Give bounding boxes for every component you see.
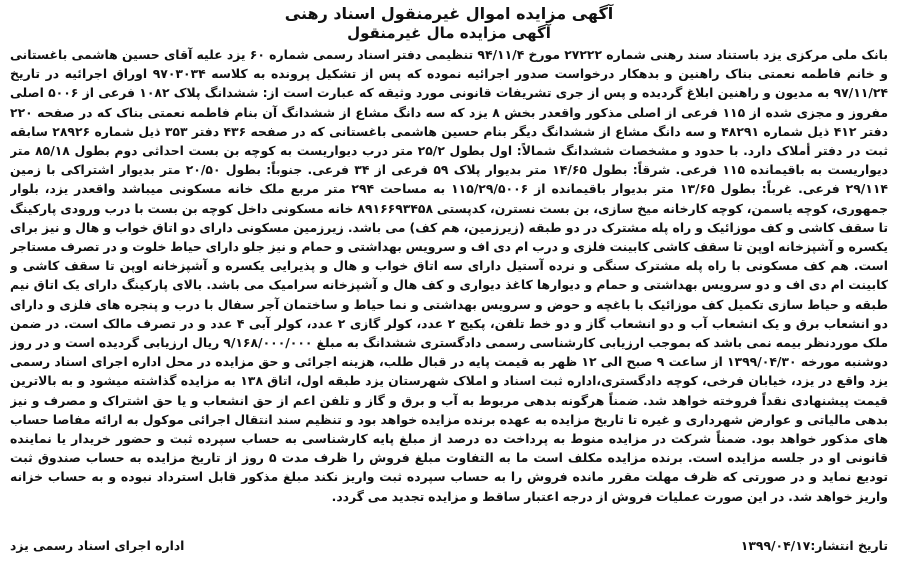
- notice-footer: [10, 537, 888, 555]
- publish-date: تاریخ انتشار:۱۳۹۹/۰۴/۱۷: [740, 538, 888, 553]
- issuer-name: اداره اجرای اسناد رسمی یزد: [10, 538, 185, 553]
- notice-title: آگهی مزایده اموال غیرمنقول اسناد رهنی: [284, 4, 614, 23]
- notice-body: بانک ملی مرکزی یزد باستناد سند رهنی شماره ۲۷۲۲۲ مورخ ۹۴/۱۱/۴ تنظیمی دفتر اسناد رسمی شماره ۶۰ یزد علیه آقای حسین هاشمی باغستانی و خانم فاطمه نعمتی بناک راهنین و بدهکار درخواست صدور اجرائیه نموده که پس از تشکیل پرونده به کلاسه ۹۷۰۳۰۳۴ اوراق اجرائیه در تاریخ ۹۷/۱۱/۲۴ به مدیون و راهنین ابلاغ گردیده و پس از جری تشریفات قانونی مورد وثیقه که عبارت است از: ششدانگ پلاک ۱۰۸۲ فرعی از ۵۰۰۶ اصلی مفروز و مجزی شده از ۱۱۵ فرعی از اصلی مذکور واقعدر بخش ۸ یزد که سه دانگ مشاع از ششدانگ آن بنام فاطمه نعمتی بناک که در صفحه ۲۲۰ دفتر ۴۱۲ ذیل شماره ۴۸۲۹۱ و سه دانگ مشاع از ششدانگ دیگر بنام حسین هاشمی باغستانی که در صفحه ۴۳۶ دفتر ۳۵۳ ذیل شماره ۲۸۹۲۶ سابقه ثبت در دفتر أملاک دارد. با حدود و مشخصات ششدانگ شمالاً: اول بطول ۲۵/۲ متر درب دیواریست به کوچه بن بست احداثی دوم بطول ۸۵/۱۸ متر دیواریست به باقیمانده ۱۱۵ فرعی. شرقاً: بطول ۱۴/۶۵ متر بدیوار پلاک ۵۹ فرعی از ۳۴ فرعی. جنوباً: بطول ۲۰/۵۰ متر بدیوار اشتراکی با زمین ۲۹/۱۱۴ فرعی. غرباً: بطول ۱۳/۶۵ متر بدیوار باقیمانده از ۱۱۵/۲۹/۵۰۰۶ به مساحت ۲۹۴ متر مربع ملک خانه مسکونی میباشد واقعدر یزد، بلوار جمهوری، کوچه یاسمن، کوچه کارخانه میخ سازی، بن بست نسترن، کدپستی ۸۹۱۶۶۹۳۴۵۸ خانه مسکونی داخل کوچه بن بست با درب ورودی پارکینگ تا سقف کاشی و کف موزائیک و راه پله مشترک در دو طبقه (زیرزمین، هم کف) می باشد. زیرزمین مسکونی دارای دو اتاق خواب و هال و نیز برای یکسره و آشپزخانه اوپن تا سقف کاشی کابینت فلزی و درب ام دی اف و سرویس بهداشتی و حمام و نیز جلو دارای حیاط خلوت و در تصرف مستاجر است. هم کف مسکونی با راه پله مشترک سنگی و نرده آستیل دارای سه اتاق خواب و هال و پذیرایی یکسره و آشپزخانه اوپن تا سقف کاشی و کابینت ام دی اف و دو سرویس بهداشتی و حمام و دیوارها کاغذ دیواری و کف هال و آشپزخانه سرامیک می باشد. بالای پارکینگ دارای یک اتاق نیم طبقه و حیاط سازی تکمیل کف موزائیک با باغچه و حوض و سرویس بهداشتی و نما حیاط و ساختمان آجر سفال با درب و پنجره های فلزی و دارای دو انشعاب برق و یک انشعاب آب و دو انشعاب گاز و دو خط تلفن، پکیج ۲ عدد، کولر گازی ۲ عدد، کولر آبی ۴ عدد و در تصرف مالک است. در ضمن ملک موردنظر بیمه نمی باشد که بموجب ارزیابی کارشناسی رسمی دادگستری ششدانگ به مبلغ ۹/۱۶۸/۰۰۰/۰۰۰ ریال ارزیابی گردیده است و در روز دوشنبه مورخه ۱۳۹۹/۰۴/۳۰ از ساعت ۹ صبح الی ۱۲ ظهر به قیمت پایه در قبال طلب، هزینه اجرائی و حق مزایده در محل اداره اجرای اسناد رسمی یزد واقع در یزد، خیابان فرخی، کوچه دادگستری،اداره ثبت اسناد و املاک شهرستان یزد طبقه اول، اتاق ۱۳۸ به مزایده گذاشته میشود و به بالاترین قیمت پیشنهادی نقداً فروخته خواهد شد. ضمناً هرگونه بدهی مربوط به آب و برق و گاز و تلفن اعم از حق انشعاب و یا حق اشتراک و مصرف و نیز بدهی مالیاتی و عوارض شهرداری و غیره تا تاریخ مزایده به عهده برنده مزایده خواهد بود و تنظیم سند انتقال اجرائی موکول به ارائه مفاصا حساب های مذکور خواهد بود. ضمناً شرکت در مزایده منوط به پرداخت ده درصد از مبلغ پایه کارشناسی به حساب سپرده ثبت و حضور خریدار یا نماینده قانونی او در جلسه مزایده است. برنده مزایده مکلف است ما به التفاوت مبلغ فروش را ظرف مدت ۵ روز از تاریخ مزایده به حساب صندوق ثبت تودیع نماید و در صورتی که ظرف مهلت مقرر مانده فروش را به حساب سپرده ثبت واریز نکند مبلغ مذکور قابل استرداد نبوده و به حساب خزانه واریز خواهد شد. در این صورت عملیات فروش از درجه اعتبار ساقط و مزایده تجدید می گردد.: [10, 47, 888, 504]
- notice-subtitle: آگهی مزایده مال غیرمنقول: [347, 24, 551, 42]
